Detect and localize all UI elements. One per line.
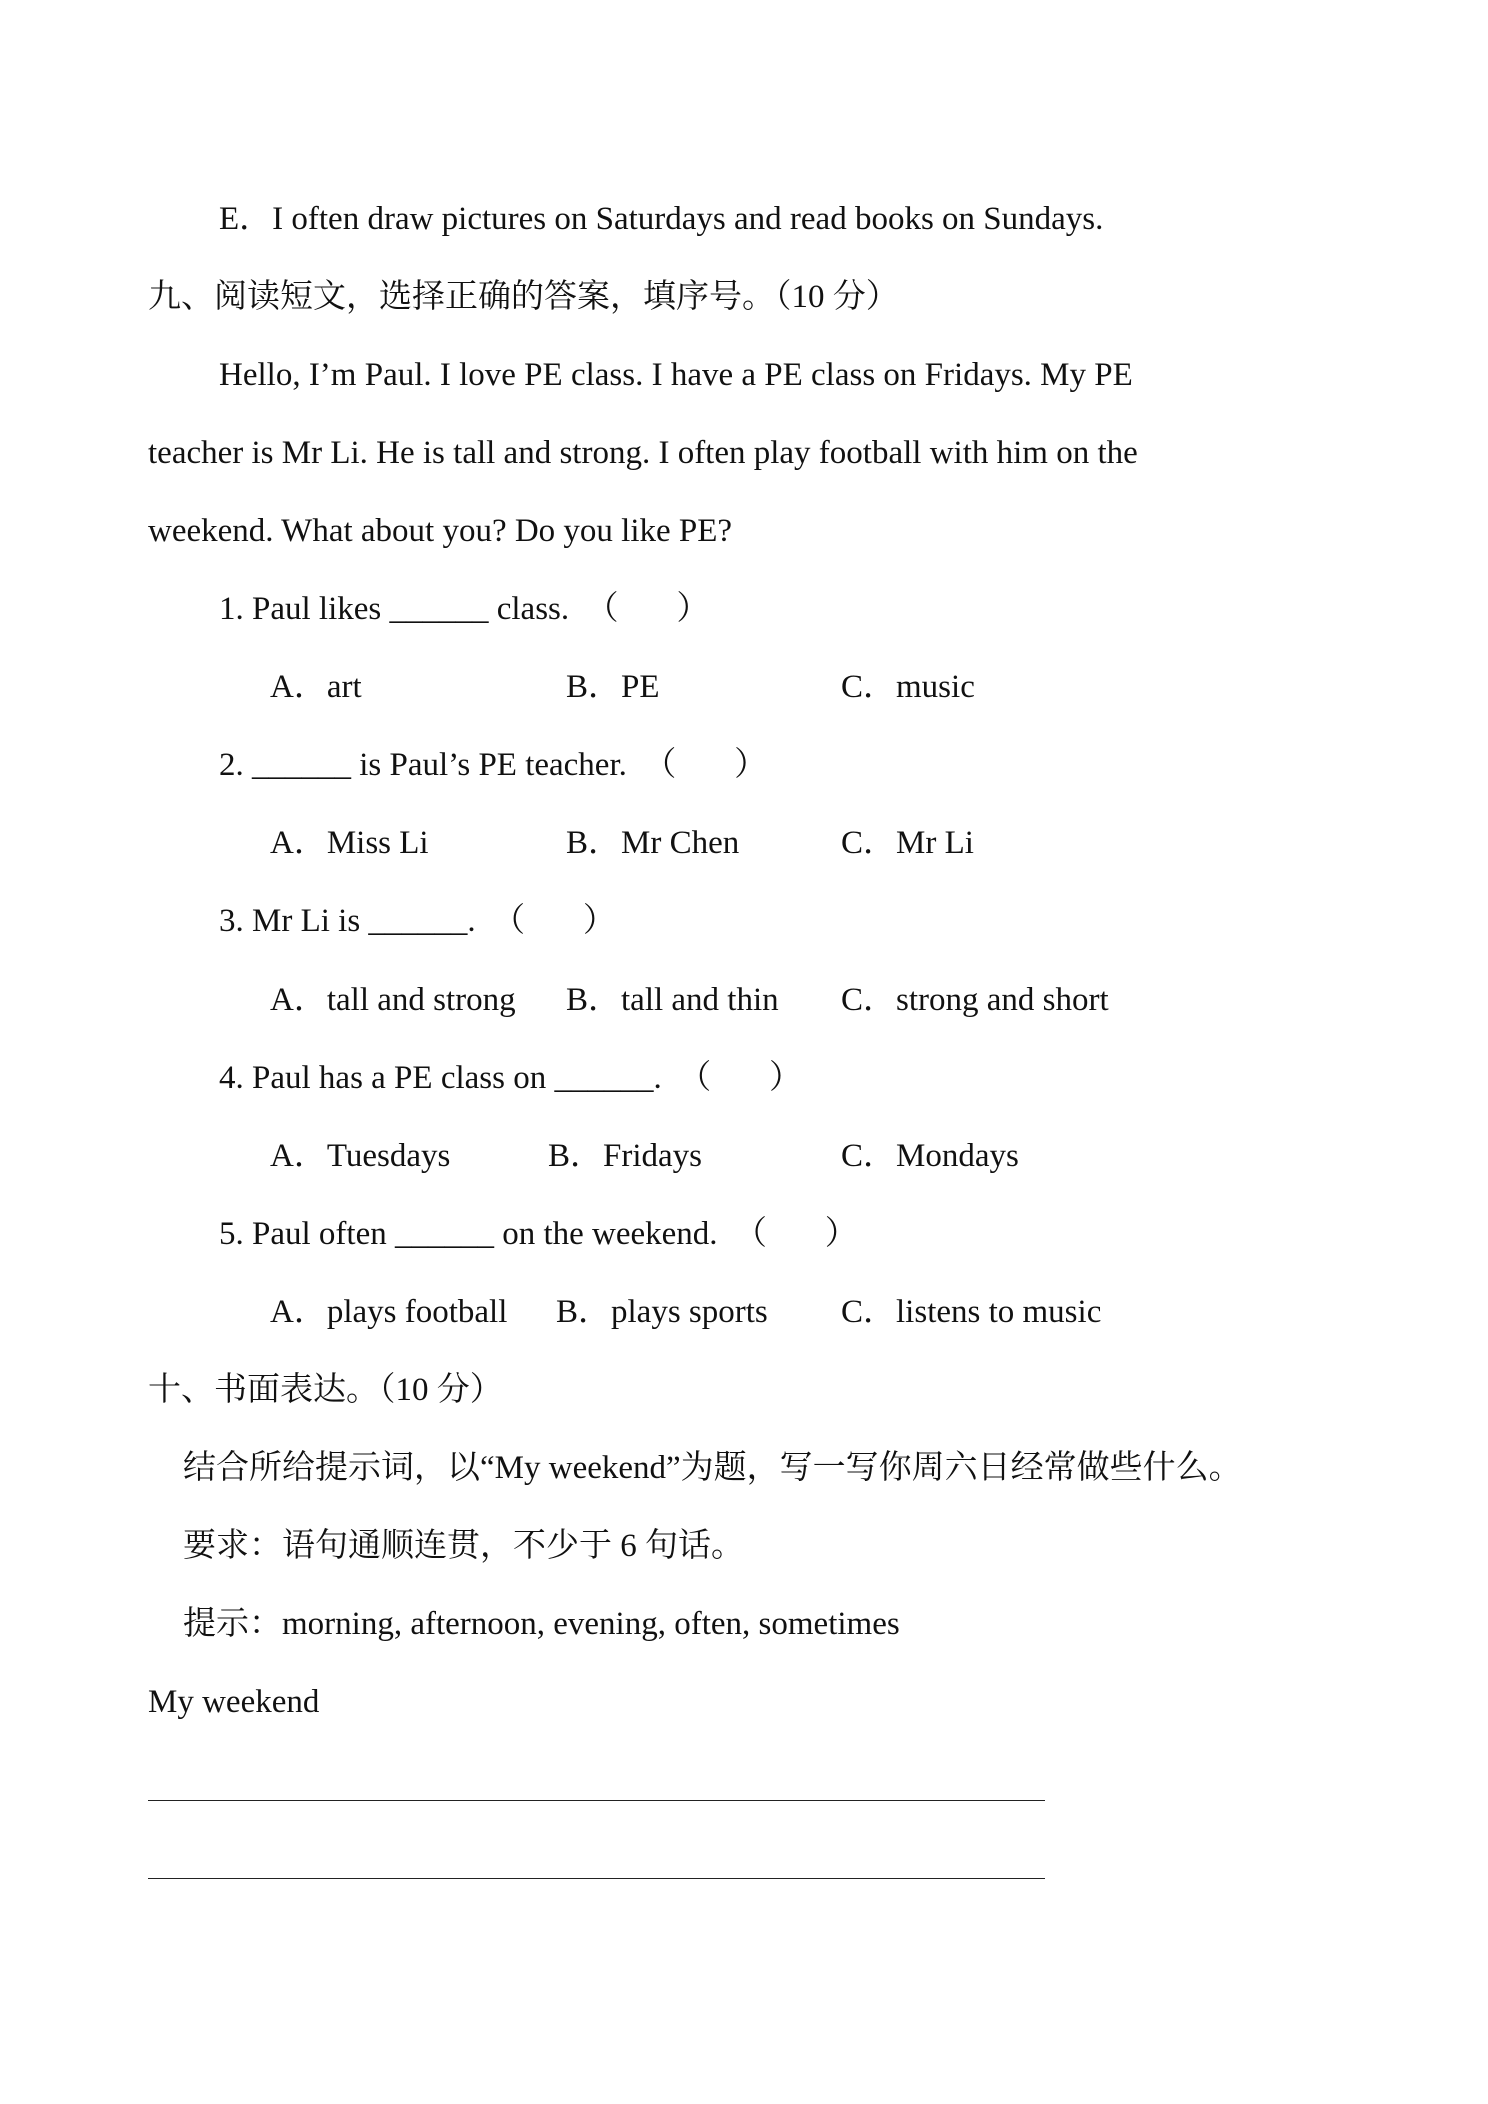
q5-option-c: C．listens to music: [841, 1294, 1102, 1330]
question-5: 5. Paul often ______ on the weekend. （ ）: [219, 1216, 858, 1252]
question-3: 3. Mr Li is ______. （ ）: [219, 903, 616, 939]
q3-option-b: B．tall and thin: [566, 982, 779, 1018]
passage-line-1: Hello, I’m Paul. I love PE class. I have a PE class on Fridays. My PE: [219, 357, 1133, 393]
section-10-heading: 十、书面表达。（10 分）: [148, 1372, 503, 1408]
q4-option-a: A．Tuesdays: [270, 1138, 451, 1174]
q1-option-a: A．art: [270, 669, 362, 705]
writing-requirement: 要求：语句通顺连贯，不少于 6 句话。: [183, 1528, 744, 1564]
passage-line-2: teacher is Mr Li. He is tall and strong. I often play football with him on the: [148, 435, 1138, 471]
q1-option-b: B．PE: [566, 669, 660, 705]
q5-option-a: A．plays football: [270, 1294, 508, 1330]
question-4: 4. Paul has a PE class on ______. （ ）: [219, 1060, 802, 1096]
writing-instruction: 结合所给提示词，以“My weekend”为题，写一写你周六日经常做些什么。: [183, 1450, 1242, 1486]
q2-option-c: C．Mr Li: [841, 825, 974, 861]
q2-option-b: B．Mr Chen: [566, 825, 740, 861]
section-9-heading: 九、阅读短文，选择正确的答案，填序号。（10 分）: [148, 279, 899, 315]
q4-option-c: C．Mondays: [841, 1138, 1019, 1174]
q3-option-c: C．strong and short: [841, 982, 1109, 1018]
q5-option-b: B．plays sports: [556, 1294, 768, 1330]
passage-line-3: weekend. What about you? Do you like PE?: [148, 513, 733, 549]
essay-title: My weekend: [148, 1684, 320, 1720]
answer-line-2[interactable]: [148, 1878, 1045, 1879]
q3-option-a: A．tall and strong: [270, 982, 516, 1018]
option-e-line: E．I often draw pictures on Saturdays and read books on Sundays.: [219, 201, 1104, 237]
q4-option-b: B．Fridays: [548, 1138, 703, 1174]
question-1: 1. Paul likes ______ class. （ ）: [219, 591, 710, 627]
writing-hint: 提示：morning, afternoon, evening, often, sometimes: [183, 1606, 900, 1642]
q1-option-c: C．music: [841, 669, 975, 705]
q2-option-a: A．Miss Li: [270, 825, 429, 861]
question-2: 2. ______ is Paul’s PE teacher. （ ）: [219, 747, 768, 783]
answer-line-1[interactable]: [148, 1800, 1045, 1801]
